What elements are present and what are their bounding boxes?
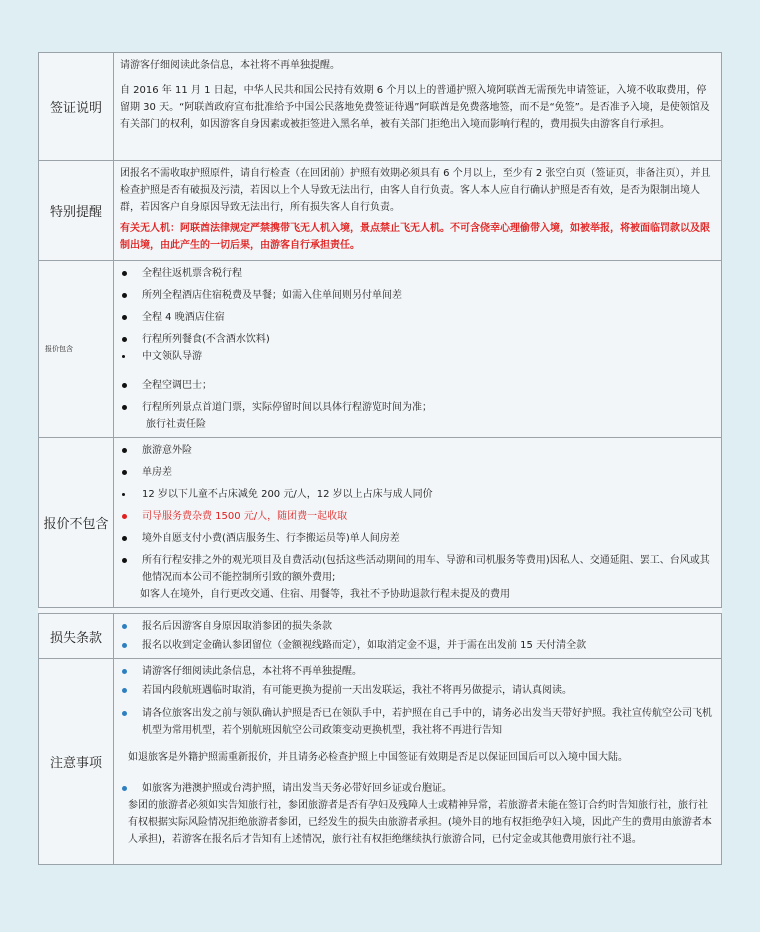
visa-row — [39, 53, 722, 161]
loss-item: 报名后因游客自身原因取消参团的损失条款 — [120, 618, 715, 635]
special-label: 特别提醒 — [39, 161, 114, 261]
special-row — [39, 161, 722, 261]
excluded-item: 如客人在境外，自行更改交通、住宿、用餐等，我社不予协助退款行程未提及的费用 — [140, 589, 510, 600]
itinerary-info-table — [38, 52, 722, 865]
notes-item: 请各位旅客出发之前与领队确认护照是否已在领队手中，若护照在自己手中的，请务必出发当天带好护照。我社宣传航空公司飞机机型为常用机型，若个别航班因航空公司政策变动更换机型，我社将不再进行告知 — [120, 705, 715, 739]
excluded-item: 12 岁以下儿童不占床减免 200 元/人，12 岁以上占床与成人同价 — [120, 486, 715, 503]
excluded-label: 报价不包含 — [39, 438, 114, 608]
included-item: 全程空调巴士； — [120, 377, 715, 394]
notes-item: 如旅客为港澳护照或台湾护照，请出发当天务必带好回乡证或台胞证。 — [120, 780, 715, 797]
excluded-item: 单房差 — [120, 464, 715, 481]
notes-item: 如退旅客是外籍护照需重新报价，并且请务必检查护照上中国签证有效期是否足以保证回国后可以入境中国大陆。 — [128, 752, 628, 763]
included-row — [39, 261, 722, 438]
visa-label: 签证说明 — [39, 53, 114, 161]
included-item: 行程所列餐食(不含酒水饮料) — [120, 331, 715, 348]
loss-item: 报名以收到定金确认参团留位（金额视线路而定），如取消定金不退，并于需在出发前 15 天付清全款 — [120, 637, 715, 654]
excluded-item: 旅游意外险 — [120, 442, 715, 459]
notes-content — [114, 659, 722, 865]
excluded-row — [39, 438, 722, 608]
included-item: 旅行社责任险 — [146, 419, 206, 430]
included-item: 中文领队导游 — [120, 348, 715, 365]
notes-label: 注意事项 — [39, 659, 114, 865]
included-item: 全程 4 晚酒店住宿 — [120, 309, 715, 326]
excluded-content — [114, 438, 722, 608]
included-item: 全程往返机票含税行程 — [120, 265, 715, 282]
passport-reminder: 团报名不需收取护照原件，请自行检查（在回团前）护照有效期必须具有 6 个月以上，至少有 2 张空白页（签证页，非备注页），并且检查护照是否有破损及污渍，若因以上个人导致无法出行，由客人自行负责。客人本人应自行确认护照是否有效，是否为限制出境人群，若因客户自身原因导致无法出行，所有损失客人自行负责。 — [120, 168, 711, 213]
drone-warning: 有关无人机：阿联酋法律规定严禁携带飞无人机入境，景点禁止飞无人机。不可含侥幸心理偷带入境，如被举报，将被面临罚款以及限制出境，由此产生的一切后果，由游客自行承担责任。 — [120, 223, 710, 251]
notes-row — [39, 659, 722, 865]
notes-item: 若国内段航班遇临时取消，有可能更换为提前一天出发联运，我社不将再另做提示，请认真阅读。 — [120, 682, 715, 699]
included-item: 行程所列景点首道门票，实际停留时间以具体行程游览时间为准； — [120, 399, 715, 416]
excluded-item: 司导服务费杂费 1500 元/人，随团费一起收取 — [120, 508, 715, 525]
special-content — [114, 161, 722, 261]
loss-row — [39, 614, 722, 659]
excluded-item: 境外自愿支付小费(酒店服务生、行李搬运员等)单人间房差 — [120, 530, 715, 547]
notes-item: 请游客仔细阅读此条信息，本社将不再单独提醒。 — [120, 663, 715, 680]
notes-item: 参团的旅游者必须如实告知旅行社，参团旅游者是否有孕妇及残障人士或精神异常，若旅游者未能在签订合约时告知旅行社，旅行社有权根据实际风险情况拒绝旅游者参团，已经发生的损失由旅游者承担。(境外目的地有权拒绝孕妇入境，因此产生的费用由旅游者本人承担)，若游客在报名后才告知有上述情况，旅行社有权拒绝继续执行旅游合同，已付定金或其他费用旅行社不退。 — [128, 800, 712, 845]
excluded-item: 所有行程安排之外的观光项目及自费活动(包括这些活动期间的用车、导游和司机服务等费用)因私人、交通延阻、罢工、台风或其他情况而本公司不能控制所引致的额外费用; — [120, 552, 715, 586]
included-content — [114, 261, 722, 438]
visa-content — [114, 53, 722, 161]
visa-reminder: 请游客仔细阅读此条信息，本社将不再单独提醒。 — [120, 60, 340, 71]
included-label: 报价包含 — [39, 261, 114, 438]
loss-content — [114, 614, 722, 659]
loss-label: 损失条款 — [39, 614, 114, 659]
included-item: 所列全程酒店住宿税费及早餐；如需入住单间则另付单间差 — [120, 287, 715, 304]
visa-policy: 自 2016 年 11 月 1 日起，中华人民共和国公民持有效期 6 个月以上的普通护照入境阿联酋无需预先申请签证，入境不收取费用，停留期 30 天。“阿联酋政府宣布批准给予中国公民落地免费签证待遇”阿联酋是免费落地签，而不是“免签”。是否准予入境，是使领馆及有关部门的权利，如因游客自身因素或被拒签进入黑名单，被有关部门拒绝出入境而影响行程的，费用损失由游客自行承担。 — [120, 85, 710, 130]
